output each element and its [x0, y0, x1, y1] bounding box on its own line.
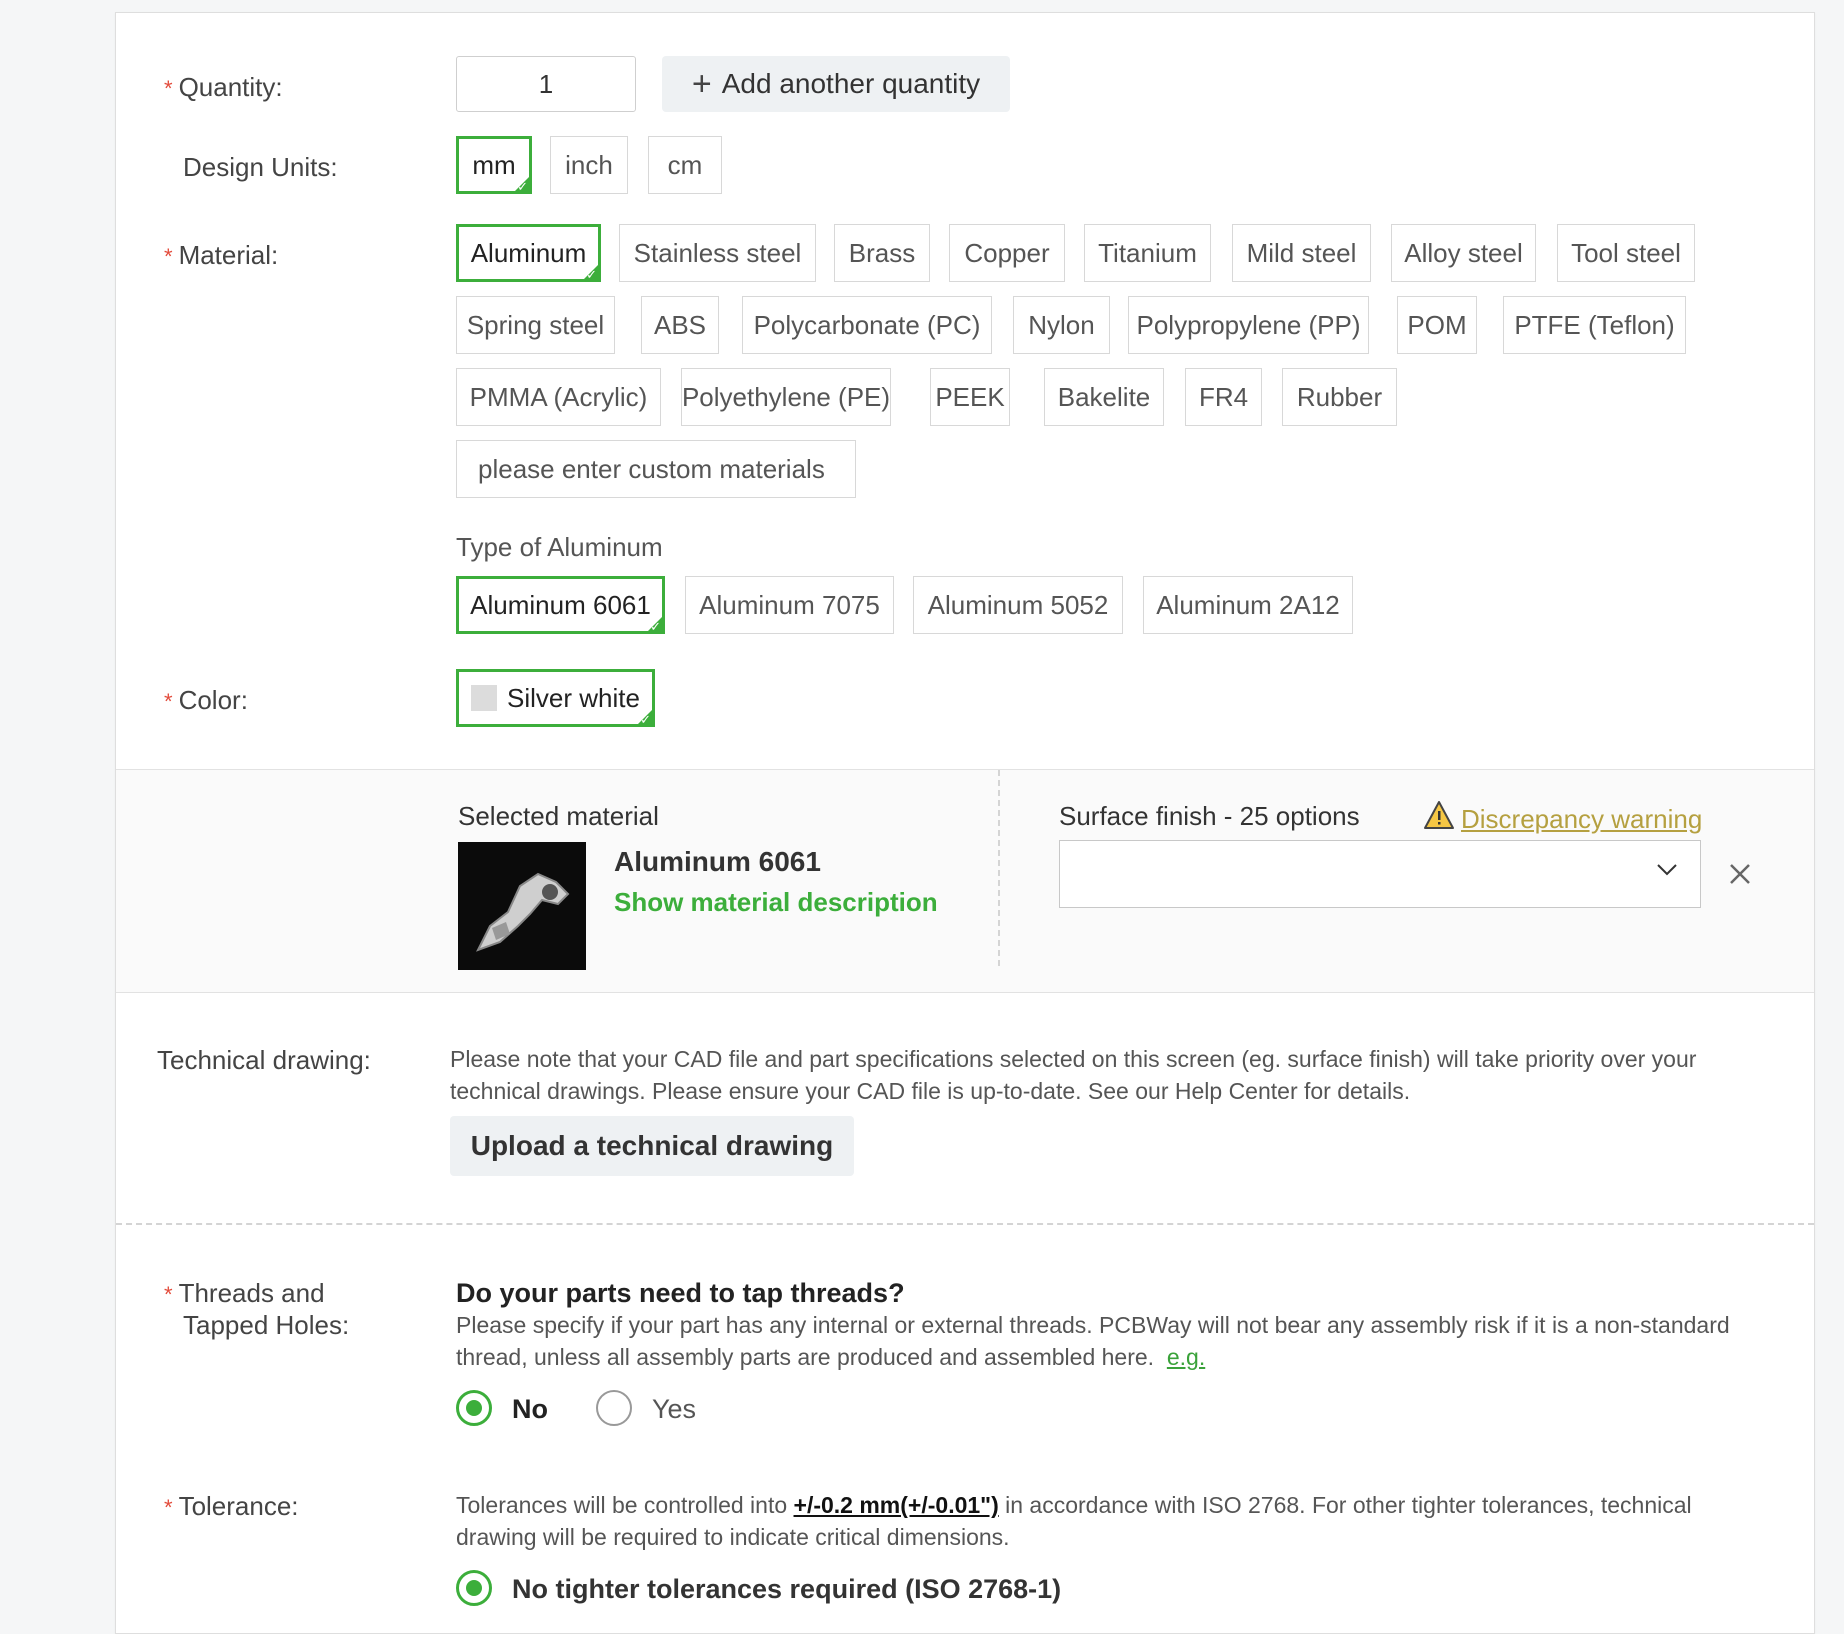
required-marker: *	[164, 1282, 173, 1307]
material-option[interactable]: Rubber	[1282, 368, 1397, 426]
color-label: * Color:	[164, 685, 248, 715]
show-material-description-link[interactable]: Show material description	[614, 887, 938, 917]
threads-yes-radio[interactable]	[596, 1390, 632, 1426]
material-option[interactable]: Bakelite	[1044, 368, 1164, 426]
example-link[interactable]: e.g.	[1166, 1344, 1206, 1370]
material-option[interactable]: Polypropylene (PP)	[1128, 296, 1369, 354]
material-option[interactable]: Titanium	[1084, 224, 1211, 282]
material-option[interactable]: Polycarbonate (PC)	[742, 296, 992, 354]
material-option[interactable]: PMMA (Acrylic)	[456, 368, 661, 426]
material-option[interactable]: Tool steel	[1557, 224, 1695, 282]
unit-inch[interactable]: inch	[550, 136, 628, 194]
technical-drawing-note: Please note that your CAD file and part specifications selected on this screen (eg. surface finish) will take priority over your technical drawings. Please ensure your CAD file is up-to-date. See our Help Center for details.	[450, 1046, 1697, 1104]
design-units-label: Design Units:	[183, 152, 338, 182]
section-divider	[998, 770, 1000, 966]
color-swatch	[471, 685, 497, 711]
chevron-down-icon	[1656, 863, 1678, 882]
material-thumbnail	[458, 842, 586, 970]
aluminum-type-option[interactable]: ✓ Aluminum 6061	[456, 576, 665, 634]
material-option[interactable]: ✓ Aluminum	[456, 224, 601, 282]
surface-finish-heading: Surface finish - 25 options	[1059, 801, 1360, 831]
material-option[interactable]: POM	[1397, 296, 1477, 354]
warning-icon	[1423, 800, 1455, 837]
material-option[interactable]: Mild steel	[1232, 224, 1371, 282]
threads-description: Please specify if your part has any internal or external threads. PCBWay will not bear any assembly risk if it is a non-standard thread, unless all assembly parts are produced and assembled here. e.g.	[456, 1312, 1730, 1370]
material-option[interactable]: PEEK	[930, 368, 1010, 426]
aluminum-type-option[interactable]: Aluminum 7075	[685, 576, 894, 634]
color-option[interactable]: ✓ Silver white	[456, 669, 655, 727]
quote-form-panel	[115, 12, 1815, 1634]
tolerance-value: +/-0.2 mm(+/-0.01")	[793, 1492, 999, 1518]
tolerance-standard-radio[interactable]	[456, 1570, 492, 1606]
aluminum-type-heading: Type of Aluminum	[456, 532, 663, 562]
selected-material-section	[116, 769, 1814, 993]
material-option[interactable]: Brass	[834, 224, 930, 282]
aluminum-type-option[interactable]: Aluminum 5052	[913, 576, 1123, 634]
threads-label-line2: Tapped Holes:	[183, 1310, 350, 1340]
tolerance-label: * Tolerance:	[164, 1491, 299, 1521]
upload-drawing-button[interactable]: Upload a technical drawing	[450, 1116, 854, 1176]
material-option[interactable]: Polyethylene (PE)	[681, 368, 891, 426]
tolerance-standard-label: No tighter tolerances required (ISO 2768-1)	[512, 1574, 1062, 1604]
material-option[interactable]: Spring steel	[456, 296, 615, 354]
material-option[interactable]: Alloy steel	[1391, 224, 1536, 282]
selected-material-heading: Selected material	[458, 801, 659, 831]
unit-cm[interactable]: cm	[648, 136, 722, 194]
technical-drawing-label: Technical drawing:	[157, 1045, 371, 1075]
add-quantity-button[interactable]: + Add another quantity	[662, 56, 1010, 112]
selected-material-name: Aluminum 6061	[614, 846, 821, 877]
required-marker: *	[164, 244, 173, 269]
material-label: * Material:	[164, 240, 279, 270]
unit-mm[interactable]: ✓ mm	[456, 136, 532, 194]
threads-no-label: No	[512, 1394, 548, 1424]
aluminum-type-option[interactable]: Aluminum 2A12	[1143, 576, 1353, 634]
close-icon[interactable]	[1728, 862, 1752, 891]
required-marker: *	[164, 689, 173, 714]
material-option[interactable]: Copper	[949, 224, 1065, 282]
threads-yes-label: Yes	[652, 1394, 697, 1424]
material-option[interactable]: Stainless steel	[619, 224, 816, 282]
plus-icon: +	[691, 64, 712, 103]
section-divider	[116, 1223, 1814, 1225]
tolerance-description: Tolerances will be controlled into +/-0.2 mm(+/-0.01") in accordance with ISO 2768. For other tighter tolerances, technical drawing will be required to indicate critical dimensions.	[456, 1492, 1692, 1550]
quantity-label: * Quantity:	[164, 72, 283, 102]
quantity-input[interactable]: 1	[456, 56, 636, 112]
threads-question: Do your parts need to tap threads?	[456, 1278, 905, 1308]
material-option[interactable]: PTFE (Teflon)	[1503, 296, 1686, 354]
material-option[interactable]: ABS	[641, 296, 719, 354]
surface-finish-select[interactable]	[1059, 840, 1701, 908]
threads-no-radio[interactable]	[456, 1390, 492, 1426]
material-option[interactable]: FR4	[1185, 368, 1262, 426]
threads-label: * Threads and	[164, 1278, 325, 1308]
discrepancy-warning[interactable]: Discrepancy warning	[1423, 800, 1702, 837]
required-marker: *	[164, 76, 173, 101]
required-marker: *	[164, 1495, 173, 1520]
custom-material-input[interactable]: please enter custom materials	[456, 440, 856, 498]
material-option[interactable]: Nylon	[1013, 296, 1110, 354]
